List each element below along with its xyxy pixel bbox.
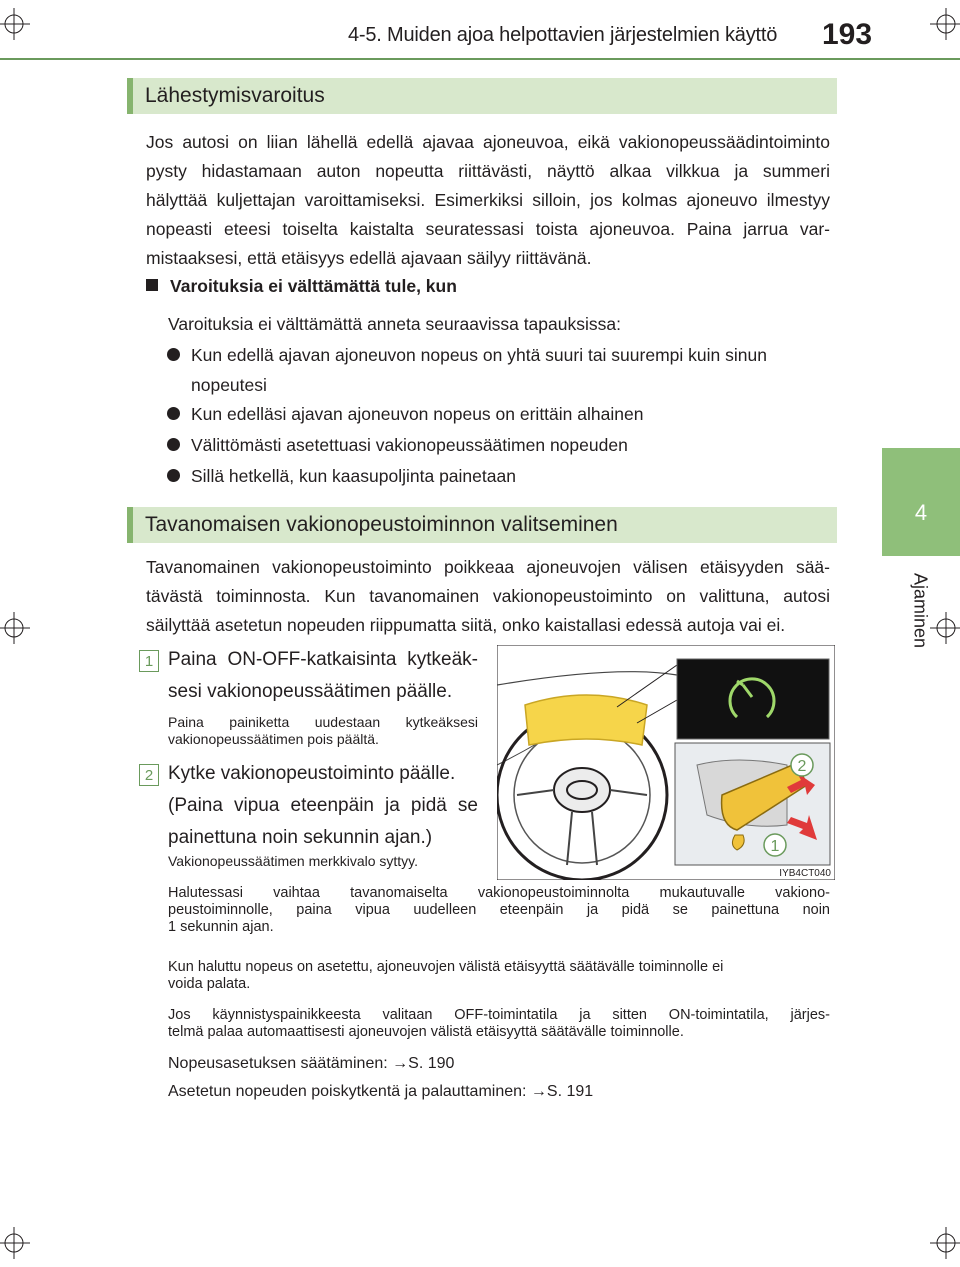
subheading-warnings: Varoituksia ei välttämättä tule, kun [146,276,457,297]
section2-paragraph: Tavanomainen vakionopeustoiminto poikkeaa ajoneuvojen välisen etäisyyden sää- tävästä toiminnosta. Kun tavanomainen vakionopeustoiminto on valittuna, autosi säilyttää asetetun nopeuden riippumatta siitä, onko kaistallasi edessä autoja vai ei. [146,557,830,635]
note-3: Jos käynnistyspainikkeesta valitaan OFF-toimintatila ja sitten ON-toimintatila, järjes- telmä palaa automaattisesti ajoneuvojen välistä etäisyyttä säätävälle toiminnolle. [168,1007,830,1040]
lever-inset [675,743,830,865]
list-item: Kun edellä ajavan ajoneuvon nopeus on yhtä suuri tai suurempi kuin sinun nopeutesi [167,340,832,400]
step2-note: Vakionopeussäätimen merkkivalo syttyy. [168,853,419,869]
step1-text: Paina ON-OFF-katkaisinta kytkeäk- sesi vakionopeussäätimen päälle. [168,649,478,702]
section-heading-conventional-cruise: Tavanomaisen vakionopeustoiminnon valitseminen [127,507,837,543]
bullet-dot-icon [167,438,180,451]
section1-paragraph: Jos autosi on liian lähellä edellä ajavaa ajoneuvoa, eikä vakionopeussäädintoiminto pysty hidastamaan auton nopeutta riittävästi, näyttö alkaa vilkkua ja summeri hälyttää kuljettajan varoittamiseksi. Esimerkiksi silloin, jos kolmas ajoneuvo ilmestyy nopeasti eteesi toiselta kaistalta seuratessasi toista ajoneuvoa. Paina jarrua var- mistaaksesi, että etäisyys edellä ajavaan säilyy riittävänä. [146,132,830,268]
list-item: Kun edelläsi ajavan ajoneuvon nopeus on erittäin alhainen [167,399,832,429]
square-bullet-icon [146,279,158,291]
step1-note: Paina painiketta uudestaan kytkeäksesi vakionopeussäätimen pois päältä. [168,714,478,747]
ref-cancel-resume[interactable]: Asetetun nopeuden poiskytkentä ja palauttaminen: →S. 191 [168,1083,594,1100]
page-number: 193 [822,18,873,51]
meter-highlight [525,695,647,745]
sub-intro: Varoituksia ei välttämättä anneta seuraavissa tapauksissa: [168,314,621,334]
ref-speed-adjust[interactable]: Nopeusasetuksen säätäminen: →S. 190 [168,1055,455,1072]
meter-display-inset [677,659,829,739]
step-number-1: 1 [139,650,159,672]
callout-2: 2 [797,758,807,775]
chapter-label: Ajaminen [910,572,931,649]
bullet-dot-icon [167,407,180,420]
figure-code: IYB4CT040 [779,868,831,879]
note-2: Kun haluttu nopeus on asetettu, ajoneuvojen välistä etäisyyttä säätävälle toiminnolle ei voida palata. [168,959,724,992]
bullet-dot-icon [167,469,180,482]
cruise-control-illustration [497,645,835,880]
header-title: 4-5. Muiden ajoa helpottavien järjestelmien käyttö [348,24,778,46]
list-item: Välittömästi asetettuasi vakionopeussäätimen nopeuden [167,430,832,460]
step-number-2: 2 [139,764,159,786]
bullet-dot-icon [167,348,180,361]
chapter-number: 4 [914,500,928,525]
section-heading-approach-warning: Lähestymisvaroitus [127,78,837,114]
callout-1: 1 [770,838,780,855]
list-item: Sillä hetkellä, kun kaasupoljinta painetaan [167,461,832,491]
steering-wheel-figure [497,645,835,880]
step2-text: Kytke vakionopeustoiminto päälle. (Paina vipua eteenpäin ja pidä se painettuna noin sekunnin ajan.) [168,763,478,848]
header-rule [0,58,960,60]
note-1: Halutessasi vaihtaa tavanomaiselta vakionopeustoiminnolta mukautuvalle vakiono- peustoiminnolle, paina vipua uudelleen eteenpäin ja pidä se painettuna noin 1 sekunnin ajan. [168,885,830,935]
